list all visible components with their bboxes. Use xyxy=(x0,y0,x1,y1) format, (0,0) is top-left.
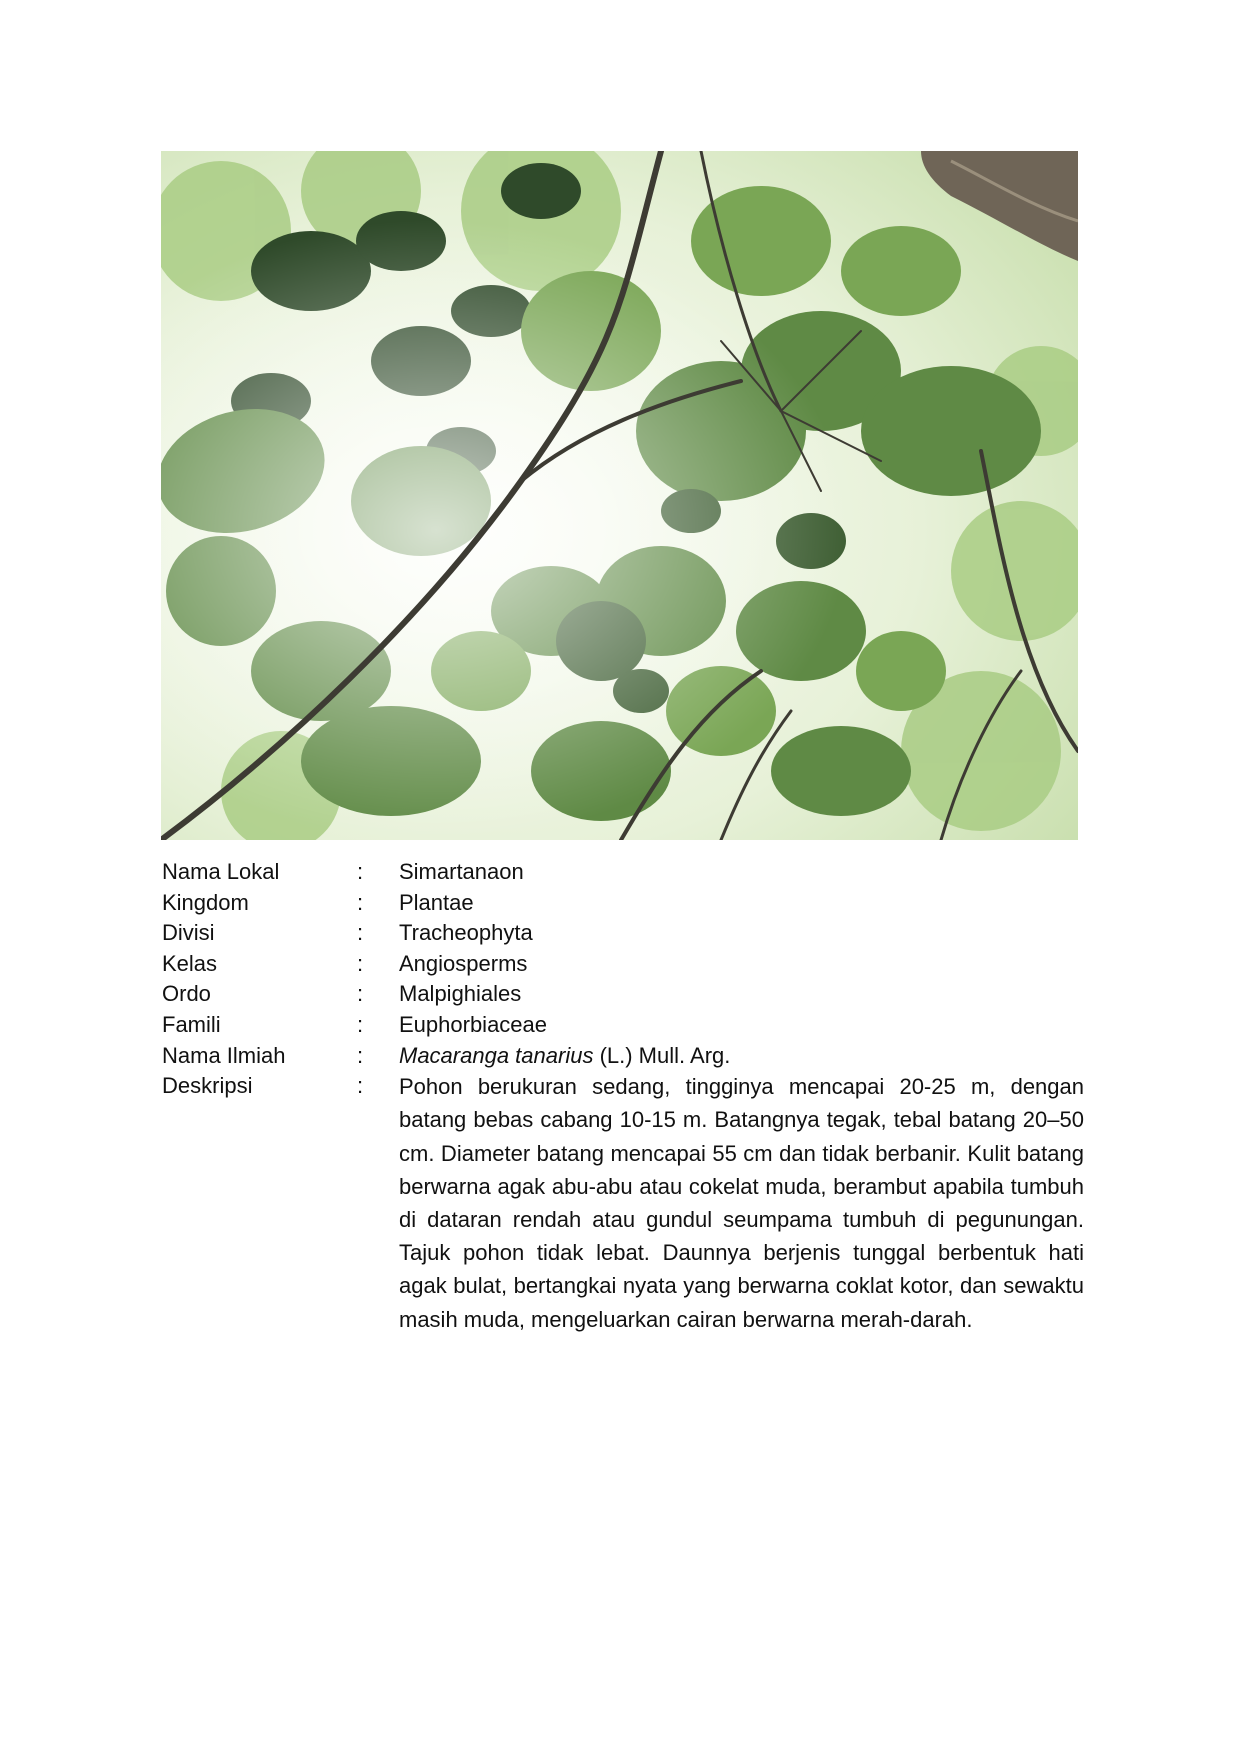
info-label: Nama Lokal xyxy=(162,859,280,884)
info-row-famili xyxy=(162,1010,1084,1041)
info-value: Malpighiales xyxy=(399,981,522,1007)
info-value: Simartanaon xyxy=(399,859,524,884)
info-row-deskripsi xyxy=(162,1071,1084,1336)
scientific-name xyxy=(399,1041,1084,1072)
info-label: Kelas xyxy=(162,950,218,976)
info-row-nama-lokal xyxy=(162,857,1084,888)
info-row-nama-ilmiah xyxy=(162,1041,1084,1072)
info-separator: : xyxy=(357,981,364,1007)
info-separator: : xyxy=(357,1042,364,1068)
info-separator: : xyxy=(357,950,364,976)
info-row-ordo xyxy=(162,979,1084,1010)
info-label: Ordo xyxy=(162,981,211,1007)
info-row-divisi xyxy=(162,918,1084,949)
species-info xyxy=(162,857,1084,1336)
info-value: Tracheophyta xyxy=(399,920,533,946)
info-row-kelas xyxy=(162,949,1084,980)
info-separator: : xyxy=(357,859,364,884)
scientific-binomial: Macaranga tanarius xyxy=(399,1042,594,1068)
info-separator: : xyxy=(357,920,364,946)
description-text: Pohon berukuran sedang, tingginya mencapai 20-25 m, dengan batang bebas cabang 10-15 m. Batangnya tegak, tebal batang 20–50 cm. Diameter batang mencapai 55 cm dan tidak berbanir. Kulit batang berwarna agak abu-abu atau cokelat muda, berambut apabila tumbuh di dataran rendah atau gundul seumpama tumbuh di pegunungan. Tajuk pohon tidak lebat. Daunnya berjenis tunggal berbentuk hati agak bulat, bertangkai nyata yang berwarna coklat kotor, dan sewaktu masih muda, mengeluarkan cairan berwarna merah-darah. xyxy=(399,1074,1084,1332)
info-label: Famili xyxy=(162,1011,221,1037)
info-value: Angiosperms xyxy=(399,950,528,976)
info-label: Nama Ilmiah xyxy=(162,1042,286,1068)
info-label: Deskripsi xyxy=(162,1073,253,1099)
info-row-kingdom xyxy=(162,888,1084,919)
info-label: Divisi xyxy=(162,920,215,946)
scientific-authority: (L.) Mull. Arg. xyxy=(593,1042,731,1068)
canopy-illustration xyxy=(161,151,1078,840)
info-value: Euphorbiaceae xyxy=(399,1011,548,1037)
info-value: Plantae xyxy=(399,889,474,915)
info-separator: : xyxy=(357,1011,364,1037)
info-separator: : xyxy=(357,1073,364,1099)
plant-photo xyxy=(161,151,1078,840)
info-separator: : xyxy=(357,889,364,915)
info-label: Kingdom xyxy=(162,889,249,915)
